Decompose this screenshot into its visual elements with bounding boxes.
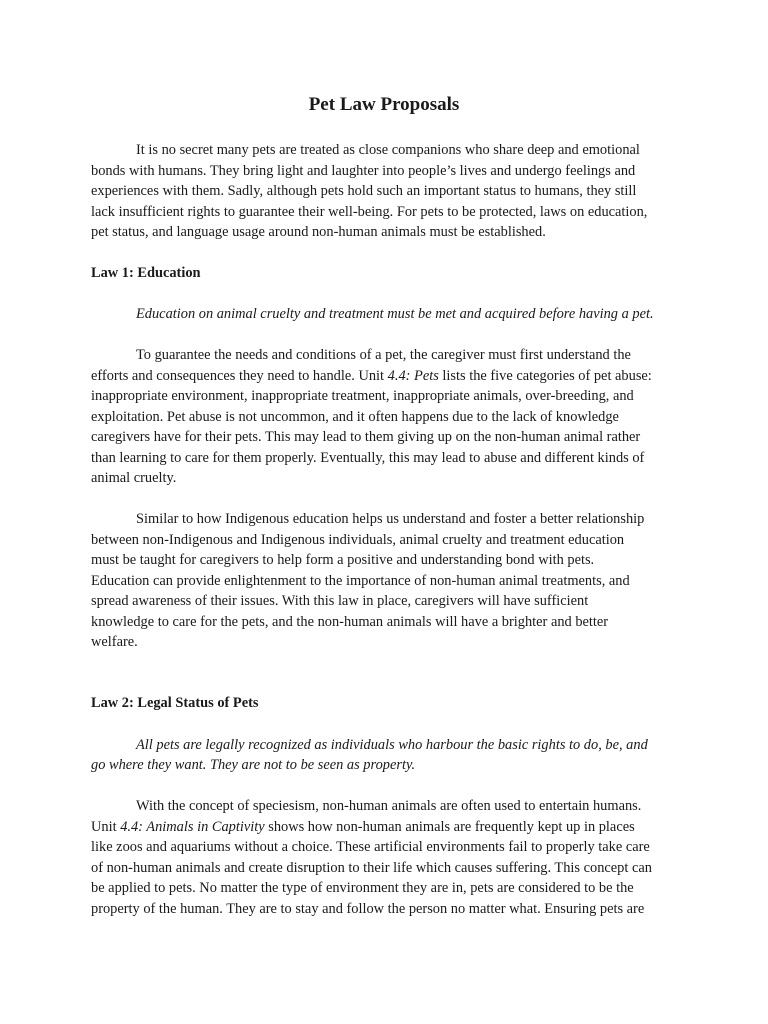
law2-p1-text: shows how non-human animals are frequently kept up in places xyxy=(264,819,635,835)
document-title: Pet Law Proposals xyxy=(308,94,460,115)
law1-p1-line: inappropriate environment, inappropriate treatment, inappropriate animals, over-breeding, and xyxy=(91,388,634,404)
intro-line: lack insufficient rights to guarantee their well-being. For pets to be protected, laws on education, xyxy=(91,204,648,220)
law1-p2-line: must be taught for caregivers to help form a positive and understanding bond with pets. xyxy=(91,552,595,568)
law1-heading: Law 1: Education xyxy=(91,265,201,281)
unit-reference: 4.4: Pets xyxy=(387,368,439,384)
law2-p1-line: of non-human animals and create disruption to their life which causes suffering. This concept can xyxy=(91,860,652,876)
intro-line: pet status, and language usage around non-human animals must be established. xyxy=(91,224,546,240)
law2-p1-line: be applied to pets. No matter the type of environment they are in, pets are considered to be the xyxy=(91,880,634,896)
law1-p1-line: caregivers have for their pets. This may lead to them giving up on the non-human animal rather xyxy=(91,429,641,445)
law1-p1-text: efforts and consequences they need to handle. Unit xyxy=(91,368,388,384)
law1-p2-line: Similar to how Indigenous education helps us understand and foster a better relationship xyxy=(136,511,645,527)
law1-p1-line: than learning to care for them properly. Eventually, this may lead to abuse and different kinds of xyxy=(91,450,645,466)
law1-p1-line: exploitation. Pet abuse is not uncommon, and it often happens due to the lack of knowledge xyxy=(91,409,619,425)
intro-line: It is no secret many pets are treated as close companions who share deep and emotional xyxy=(136,142,640,158)
law2-p1-line: like zoos and aquariums without a choice. These artificial environments fail to properly take care xyxy=(91,839,650,855)
law2-p1-line xyxy=(91,817,635,837)
law2-p1-line: property of the human. They are to stay and follow the person no matter what. Ensuring pets are xyxy=(91,901,645,917)
law1-p1-line xyxy=(91,366,652,386)
intro-line: experiences with them. Sadly, although pets hold such an important status to humans, they still xyxy=(91,183,637,199)
intro-line: bonds with humans. They bring light and laughter into people’s lives and undergo feelings and xyxy=(91,163,636,179)
law1-p1-line: animal cruelty. xyxy=(91,470,177,486)
law1-p2-line: Education can provide enlightenment to the importance of non-human animal treatments, and xyxy=(91,573,630,589)
law1-p1-text: lists the five categories of pet abuse: xyxy=(438,368,652,384)
law1-p2-line: knowledge to care for the pets, and the non-human animals will have a brighter and better xyxy=(91,614,609,630)
law2-heading: Law 2: Legal Status of Pets xyxy=(91,695,259,711)
unit-reference: 4.4: Animals in Captivity xyxy=(120,819,265,835)
law1-statement: Education on animal cruelty and treatment must be met and acquired before having a pet. xyxy=(136,306,654,322)
law2-statement: go where they want. They are not to be seen as property. xyxy=(91,757,416,773)
law2-p1-text: Unit xyxy=(91,819,121,835)
law1-p2-line: spread awareness of their issues. With this law in place, caregivers will have sufficient xyxy=(91,593,589,609)
law1-p2-line: between non-Indigenous and Indigenous individuals, animal cruelty and treatment education xyxy=(91,532,625,548)
law2-p1-line: With the concept of speciesism, non-human animals are often used to entertain humans. xyxy=(136,798,642,814)
law2-statement: All pets are legally recognized as individuals who harbour the basic rights to do, be, and xyxy=(136,737,648,753)
law1-p2-line: welfare. xyxy=(91,634,138,650)
law1-p1-line: To guarantee the needs and conditions of a pet, the caregiver must first understand the xyxy=(136,347,631,363)
